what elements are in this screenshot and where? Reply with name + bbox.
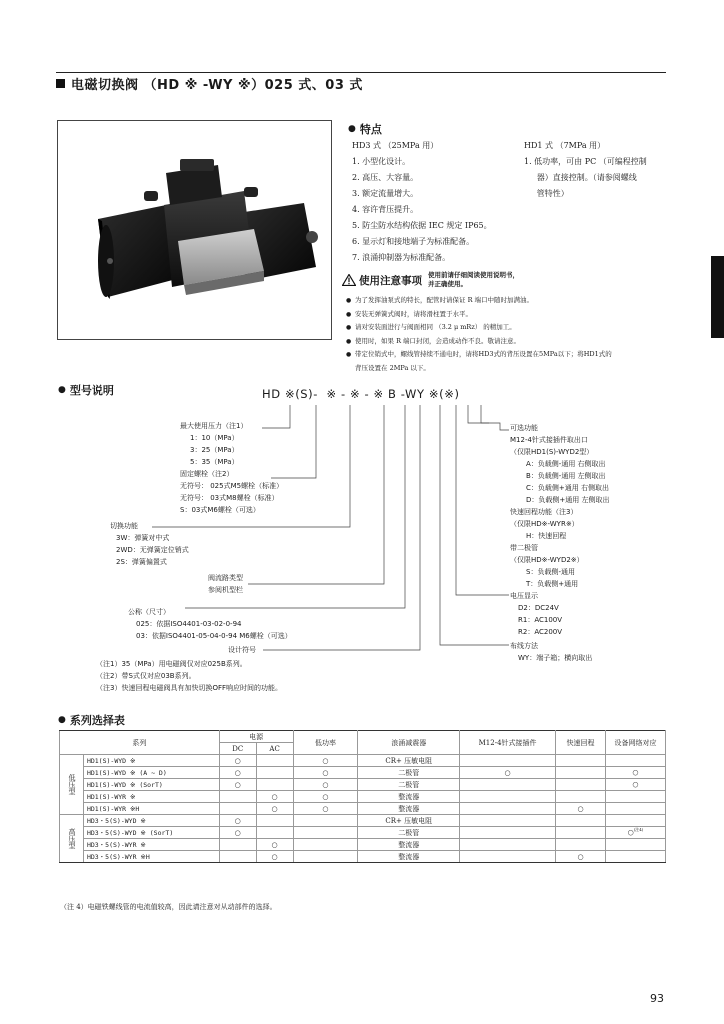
surge-cell: 二极管 bbox=[358, 827, 460, 839]
network-cell bbox=[605, 803, 665, 815]
page-number: 93 bbox=[650, 992, 664, 1005]
nominal-size: 公称（尺寸） 025：依据ISO4401-03-02-0-94 03：依据ISO4401-05-04-0-94 M6螺栓（可选） bbox=[128, 608, 292, 640]
model-notes: （注1）35（MPa）用电磁阀仅对应025B系列。 （注2）带S式仅对应03B系列。 （注3）快速回程电磁阀具有加快切换OFF响应时间的功能。 bbox=[96, 660, 283, 692]
header-low-power: 低功率 bbox=[293, 731, 358, 755]
dc-cell bbox=[219, 791, 256, 803]
bullet-icon: ● bbox=[348, 124, 356, 134]
ac-cell bbox=[256, 779, 293, 791]
page-title-text: 电磁切换阀 （HD ※ -WY ※）025 式、03 式 bbox=[71, 77, 363, 93]
caution-note: 使用前请仔细阅读使用说明书， 并正确使用。 bbox=[428, 271, 519, 288]
model-code: HD ※(S)- ※ - ※ - ※ B -WY ※(※) bbox=[262, 387, 460, 401]
optional-functions: 可选功能 M12-4针式接插件取出口 （仅限HD1(S)-WYD2型） A：负载侧-通用 右侧取出 B：负载侧-通用 左侧取出 C：负载侧+通用 右侧取出 D：负载侧+通用 左侧取出 快速回程功能（注3） （仅限HD※-WYR※） H：快速回程 带二极管 （仅限HD※-WYD2※） S：负载侧-通用 T：负载侧+通用 bbox=[510, 424, 610, 588]
ac-cell: ○ bbox=[256, 803, 293, 815]
network-cell bbox=[605, 839, 665, 851]
quick-return-cell bbox=[556, 839, 606, 851]
hd1-item: 器）直接控制。（请参阅螺线 bbox=[524, 173, 637, 182]
dc-cell: ○ bbox=[219, 767, 256, 779]
group-low-pressure: 低压型 bbox=[60, 755, 84, 815]
ac-cell bbox=[256, 815, 293, 827]
series-name-cell: HD3・5(S)-WYD ※ (SorT) bbox=[83, 827, 219, 839]
header-m12: M12-4针式接插件 bbox=[460, 731, 556, 755]
series-name-cell: HD1(S)-WYR ※ bbox=[83, 791, 219, 803]
model-left-notes: 最大使用压力（注1） 1：10（MPa） 3：25（MPa） 5：35（MPa） 固定螺栓（注2） 无符号： 025式M5螺栓（标准） 无符号： 03式M8螺栓（标准） S：03式M6螺栓（可选） bbox=[180, 422, 284, 514]
low-power-cell bbox=[293, 827, 358, 839]
table-row bbox=[60, 851, 666, 863]
caution-item: ● 为了发挥油泵式的特长，配管时请保证 R 端口中随时加满油。 bbox=[346, 296, 534, 304]
caution-item: ● 请对安装面进行与阀面相同 （3.2 μ mRz） 的精加工。 bbox=[346, 323, 516, 331]
low-power-cell bbox=[293, 839, 358, 851]
network-cell bbox=[605, 815, 665, 827]
surge-cell: CR+ 压敏电阻 bbox=[358, 755, 460, 767]
hd1-title: HD1 式 （7MPa 用） bbox=[524, 141, 606, 150]
header-quick: 快速回程 bbox=[556, 731, 606, 755]
network-footnote-mark: (注4) bbox=[633, 827, 644, 833]
series-name-cell: HD1(S)-WYD ※ bbox=[83, 755, 219, 767]
network-cell: ○ bbox=[605, 779, 665, 791]
m12-cell bbox=[460, 851, 556, 863]
series-name-cell: HD3・5(S)-WYR ※ bbox=[83, 839, 219, 851]
dc-cell bbox=[219, 839, 256, 851]
network-cell: ○$^{(注4)}$ bbox=[605, 827, 665, 839]
m12-cell bbox=[460, 791, 556, 803]
circuit-type: 阀流路类型 参阅机型栏 bbox=[208, 574, 243, 594]
series-name-cell: HD3・5(S)-WYR ※H bbox=[83, 851, 219, 863]
dc-cell: ○ bbox=[219, 827, 256, 839]
header-surge: 浪涌减震器 bbox=[358, 731, 460, 755]
header-series: 系列 bbox=[60, 731, 220, 755]
ac-cell bbox=[256, 755, 293, 767]
series-name-cell: HD3・5(S)-WYD ※ bbox=[83, 815, 219, 827]
dc-cell bbox=[219, 851, 256, 863]
table-row bbox=[60, 815, 666, 827]
caution-item: 背压设置在 2MPa 以下。 bbox=[355, 363, 430, 372]
quick-return-cell bbox=[556, 815, 606, 827]
m12-cell bbox=[460, 827, 556, 839]
network-cell bbox=[605, 755, 665, 767]
features-heading: ● 特点 bbox=[348, 123, 382, 136]
quick-return-cell: ○ bbox=[556, 851, 606, 863]
hd3-item: 3. 额定流量增大。 bbox=[352, 189, 419, 198]
table-row bbox=[60, 767, 666, 779]
ac-cell: ○ bbox=[256, 839, 293, 851]
switch-function: 切换功能 3W：弹簧对中式 2WD：无弹簧定位销式 2S：弹簧偏置式 bbox=[110, 522, 189, 566]
header-dc: DC bbox=[219, 743, 256, 755]
surge-cell: 整流器 bbox=[358, 803, 460, 815]
quick-return-cell bbox=[556, 755, 606, 767]
ac-cell: ○ bbox=[256, 851, 293, 863]
quick-return-cell: ○ bbox=[556, 803, 606, 815]
ac-cell bbox=[256, 827, 293, 839]
quick-return-cell bbox=[556, 791, 606, 803]
surge-cell: 整流器 bbox=[358, 839, 460, 851]
m12-cell: ○ bbox=[460, 767, 556, 779]
table-row bbox=[60, 779, 666, 791]
low-power-cell: ○ bbox=[293, 767, 358, 779]
table-row bbox=[60, 839, 666, 851]
dc-cell: ○ bbox=[219, 779, 256, 791]
hd1-item: 1. 低功率，可由 PC （可编程控制 bbox=[524, 157, 647, 166]
caution-item: ● 安装无弹簧式阀时，请将滑柱置于水平。 bbox=[346, 309, 472, 318]
hd3-title: HD3 式 （25MPa 用） bbox=[352, 141, 439, 150]
low-power-cell: ○ bbox=[293, 755, 358, 767]
table-row bbox=[60, 803, 666, 815]
series-footnote: （注 4）电磁铁螺线管的电流值较高，因此请注意对从动部件的选择。 bbox=[60, 903, 277, 911]
series-heading: ● 系列选择表 bbox=[58, 714, 125, 727]
series-table bbox=[59, 730, 666, 863]
ac-cell: ○ bbox=[256, 791, 293, 803]
caution-heading: 使用注意事项 使用前请仔细阅读使用说明书， 并正确使用。 bbox=[342, 271, 519, 289]
bullet-icon: ● bbox=[58, 385, 66, 395]
low-power-cell: ○ bbox=[293, 779, 358, 791]
surge-cell: 二极管 bbox=[358, 779, 460, 791]
caution-item: ● 使用时，如果 R 端口封闭，会造成动作不良。敬请注意。 bbox=[346, 336, 521, 345]
network-cell: ○ bbox=[605, 767, 665, 779]
m12-cell bbox=[460, 815, 556, 827]
series-name-cell: HD1(S)-WYR ※H bbox=[83, 803, 219, 815]
hd3-item: 5. 防尘防水结构依据 IEC 规定 IP65。 bbox=[352, 221, 492, 230]
surge-cell: 二极管 bbox=[358, 767, 460, 779]
hd3-item: 7. 浪涌抑制器为标准配备。 bbox=[352, 253, 451, 262]
series-table-body bbox=[60, 755, 666, 863]
m12-cell bbox=[460, 839, 556, 851]
bullet-icon: ● bbox=[58, 715, 66, 725]
table-row bbox=[60, 755, 666, 767]
low-power-cell bbox=[293, 815, 358, 827]
hd1-item: 管特性） bbox=[524, 189, 569, 198]
caution-item: ● 带定位销式中，螺线管持续不通电时，请将HD3式的背压设置在5MPa以下；将HD1式的 bbox=[346, 350, 612, 358]
m12-cell bbox=[460, 803, 556, 815]
design-number: 设计符号 bbox=[228, 646, 256, 654]
quick-return-cell bbox=[556, 767, 606, 779]
low-power-cell: ○ bbox=[293, 791, 358, 803]
surge-cell: 整流器 bbox=[358, 851, 460, 863]
surge-cell: CR+ 压敏电阻 bbox=[358, 815, 460, 827]
series-name-cell: HD1(S)-WYD ※ (A ~ D) bbox=[83, 767, 219, 779]
dc-cell: ○ bbox=[219, 815, 256, 827]
surge-cell: 整流器 bbox=[358, 791, 460, 803]
header-ac: AC bbox=[256, 743, 293, 755]
low-power-cell: ○ bbox=[293, 803, 358, 815]
model-heading: ● 型号说明 bbox=[58, 384, 114, 397]
dc-cell bbox=[219, 803, 256, 815]
hd3-item: 2. 高压、大容量。 bbox=[352, 173, 419, 182]
m12-cell bbox=[460, 779, 556, 791]
m12-cell bbox=[460, 755, 556, 767]
table-row bbox=[60, 827, 666, 839]
dc-cell: ○ bbox=[219, 755, 256, 767]
network-cell bbox=[605, 851, 665, 863]
series-name-cell: HD1(S)-WYD ※ (SorT) bbox=[83, 779, 219, 791]
header-network: 设备网络对应 bbox=[605, 731, 665, 755]
hd3-item: 4. 容许背压提升。 bbox=[352, 205, 419, 214]
ac-cell bbox=[256, 767, 293, 779]
quick-return-cell bbox=[556, 779, 606, 791]
low-power-cell bbox=[293, 851, 358, 863]
header-power: 电源 bbox=[219, 731, 293, 743]
hd3-item: 1. 小型化设计。 bbox=[352, 157, 411, 166]
quick-return-cell bbox=[556, 827, 606, 839]
wiring-method: 布线方法 WY：端子箱；横向取出 bbox=[510, 642, 593, 662]
voltage-display: 电压显示 D2：DC24V R1：AC100V R2：AC200V bbox=[510, 592, 563, 636]
hd3-item: 6. 显示灯和接地端子为标准配备。 bbox=[352, 237, 475, 246]
group-high-pressure: 高压型 bbox=[60, 815, 84, 863]
table-row bbox=[60, 791, 666, 803]
network-cell bbox=[605, 791, 665, 803]
